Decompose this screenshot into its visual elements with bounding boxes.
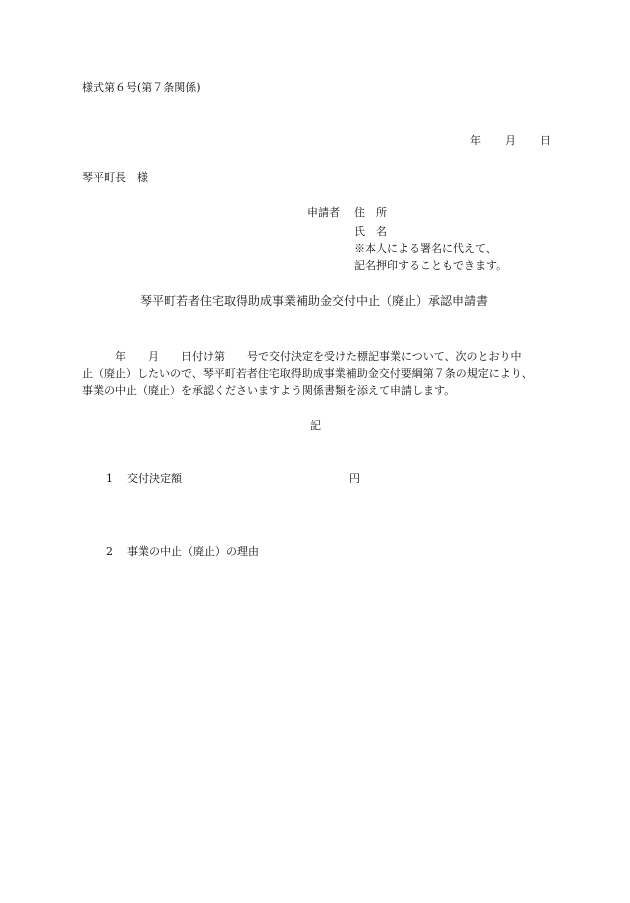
- body-line-1: 年 月 日付け第 号で交付決定を受けた標記事業について、次のとおり中: [82, 350, 522, 363]
- item-1-unit: 円: [349, 472, 360, 485]
- item-1-number: 1: [106, 472, 113, 485]
- applicant-label: 申請者: [307, 206, 340, 219]
- ki-heading: 記: [310, 419, 321, 432]
- body-paragraph: [82, 348, 562, 399]
- date-year: 年: [470, 134, 481, 147]
- address-label: 住 所: [354, 206, 387, 219]
- document-title: 琴平町若者住宅取得助成事業補助金交付中止（廃止）承認申請書: [140, 294, 489, 308]
- signature-note-line-2: 記名押印することもできます。: [354, 259, 508, 272]
- item-1-label: 交付決定額: [127, 472, 182, 485]
- name-label: 氏 名: [354, 225, 387, 238]
- body-line-3: 事業の中止（廃止）を承認くださいますよう関係書類を添えて申請します。: [82, 384, 456, 397]
- date-line: [470, 135, 551, 146]
- item-2-label: 事業の中止（廃止）の理由: [127, 545, 259, 558]
- form-number: 様式第６号(第７条関係): [82, 81, 201, 94]
- date-day: 日: [540, 134, 551, 147]
- addressee: 琴平町長 様: [82, 171, 148, 184]
- signature-note-line-1: ※本人による署名に代えて、: [354, 242, 497, 255]
- item-2-number: 2: [106, 545, 113, 558]
- body-line-2: 止（廃止）したいので、琴平町若者住宅取得助成事業補助金交付要綱第７条の規定により、: [82, 367, 533, 380]
- date-month: 月: [505, 134, 516, 147]
